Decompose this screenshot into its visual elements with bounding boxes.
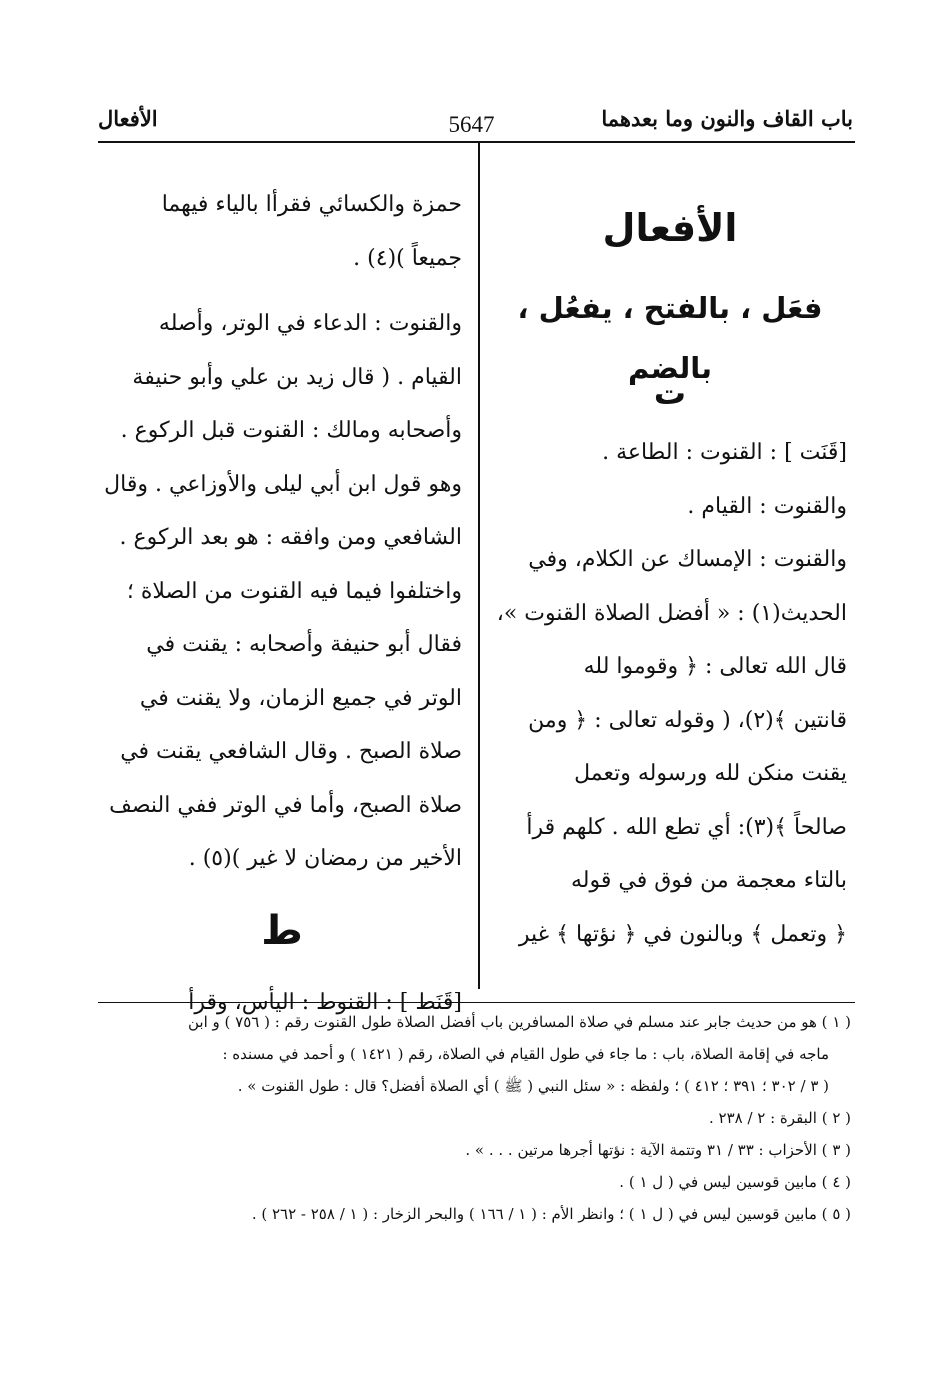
footnote-line: ماجه في إقامة الصلاة، باب : ما جاء في طول القيام في الصلاة، رقم ( ١٤٢١ ) و أحمد في مسنده : <box>222 1045 829 1063</box>
text-line: صلاة الصبح، وأما في الوتر ففي النصف <box>109 792 462 818</box>
text-line: الحديث(١) : « أفضل الصلاة القنوت »، <box>496 600 847 626</box>
column-divider <box>478 143 480 989</box>
text-line: وأصحابه ومالك : القنوت قبل الركوع . <box>120 418 462 443</box>
text-line: والقنوت : الدعاء في الوتر، وأصله <box>158 311 462 336</box>
footnote-line: ( ١ ) هو من حديث جابر عند مسلم في صلاة المسافرين باب أفضل الصلاة طول القنوت رقم : ( ٧٥٦ ) و ابن <box>187 1013 851 1031</box>
text-line: يقنت منكن لله ورسوله وتعمل <box>574 761 847 786</box>
footnote-line: ( ٥ ) مابين قوسين ليس في ( ل ١ ) ؛ وانظر الأم : ( ١ / ١٦٦ ) والبحر الزخار : ( ١ / ٢٥٨ - ٢٦٢ ) . <box>251 1205 851 1223</box>
text-line: والقنوت : الإمساك عن الكلام، وفي <box>528 547 847 572</box>
right-column <box>493 178 847 961</box>
chapter-header: باب القاف والنون وما بعدهما <box>601 106 853 131</box>
header-rule <box>98 141 855 143</box>
text-line: الأخير من رمضان لا غير )(٥) . <box>188 846 462 871</box>
section-title: الأفعال <box>602 206 738 250</box>
section-header: الأفعال <box>98 106 158 131</box>
text-line: ﴿ وتعمل ﴾ وبالنون في ﴿ نؤتها ﴾ غير <box>518 921 847 947</box>
text-line: قانتين ﴾(٢)، ( وقوله تعالى : ﴿ ومن <box>528 707 847 733</box>
text-line: واختلفوا فيما فيه القنوت من الصلاة ؛ <box>126 578 462 604</box>
page-number: 5647 <box>448 112 495 137</box>
footnote-line: ( ٤ ) مابين قوسين ليس في ( ل ١ ) . <box>619 1173 851 1191</box>
footnote-line: ( ٢ ) البقرة : ٢ / ٢٣٨ . <box>708 1109 851 1127</box>
text-line: القيام . ( قال زيد بن علي وأبو حنيفة <box>132 364 462 390</box>
left-column <box>102 178 462 1029</box>
text-line: بالتاء معجمة من فوق في قوله <box>570 868 847 893</box>
text-line: فقال أبو حنيفة وأصحابه : يقنت في <box>146 632 462 657</box>
text-line: [قَنَت ] : القنوت : الطاعة . <box>602 440 847 465</box>
footnote-line: ( ٣ ) الأحزاب : ٣٣ / ٣١ وتتمة الآية : نؤتها أجرها مرتين . . . » . <box>465 1141 851 1159</box>
text-line: الشافعي ومن وافقه : هو بعد الركوع . <box>119 525 462 550</box>
footnote-rule <box>98 1002 855 1003</box>
text-line: [قَنَط ] : القنوط : اليأس، وقرأ <box>188 989 462 1015</box>
footnotes <box>99 1006 851 1230</box>
text-line: صلاة الصبح . وقال الشافعي يقنت في <box>120 739 462 764</box>
text-line: والقنوت : القيام . <box>687 493 847 519</box>
text-line: حمزة والكسائي فقرأا بالياء فيهما <box>161 192 462 217</box>
footnote-line: ( ٣ / ٣٠٢ ؛ ٣٩١ ؛ ٤١٢ ) ؛ ولفظه : « سئل النبي ( ﷺ ) أي الصلاة أفضل؟ قال : طول القنوت » . <box>237 1077 829 1095</box>
text-line: صالحاً ﴾(٣): أي تطع الله . كلهم قرأ <box>526 814 847 840</box>
text-line: جميعاً )(٤) . <box>353 245 462 271</box>
letter-heading-taa: ط <box>261 907 303 954</box>
text-line: قال الله تعالى : ﴿ وقوموا لله <box>583 654 847 679</box>
text-line: الوتر في جميع الزمان، ولا يقنت في <box>139 685 462 711</box>
letter-heading-ta: ت <box>653 374 687 412</box>
verb-pattern-heading: فعَل ، بالفتح ، يفعُل ، بالضم <box>517 291 823 385</box>
text-line: وهو قول ابن أبي ليلى والأوزاعي . وقال <box>104 471 462 497</box>
